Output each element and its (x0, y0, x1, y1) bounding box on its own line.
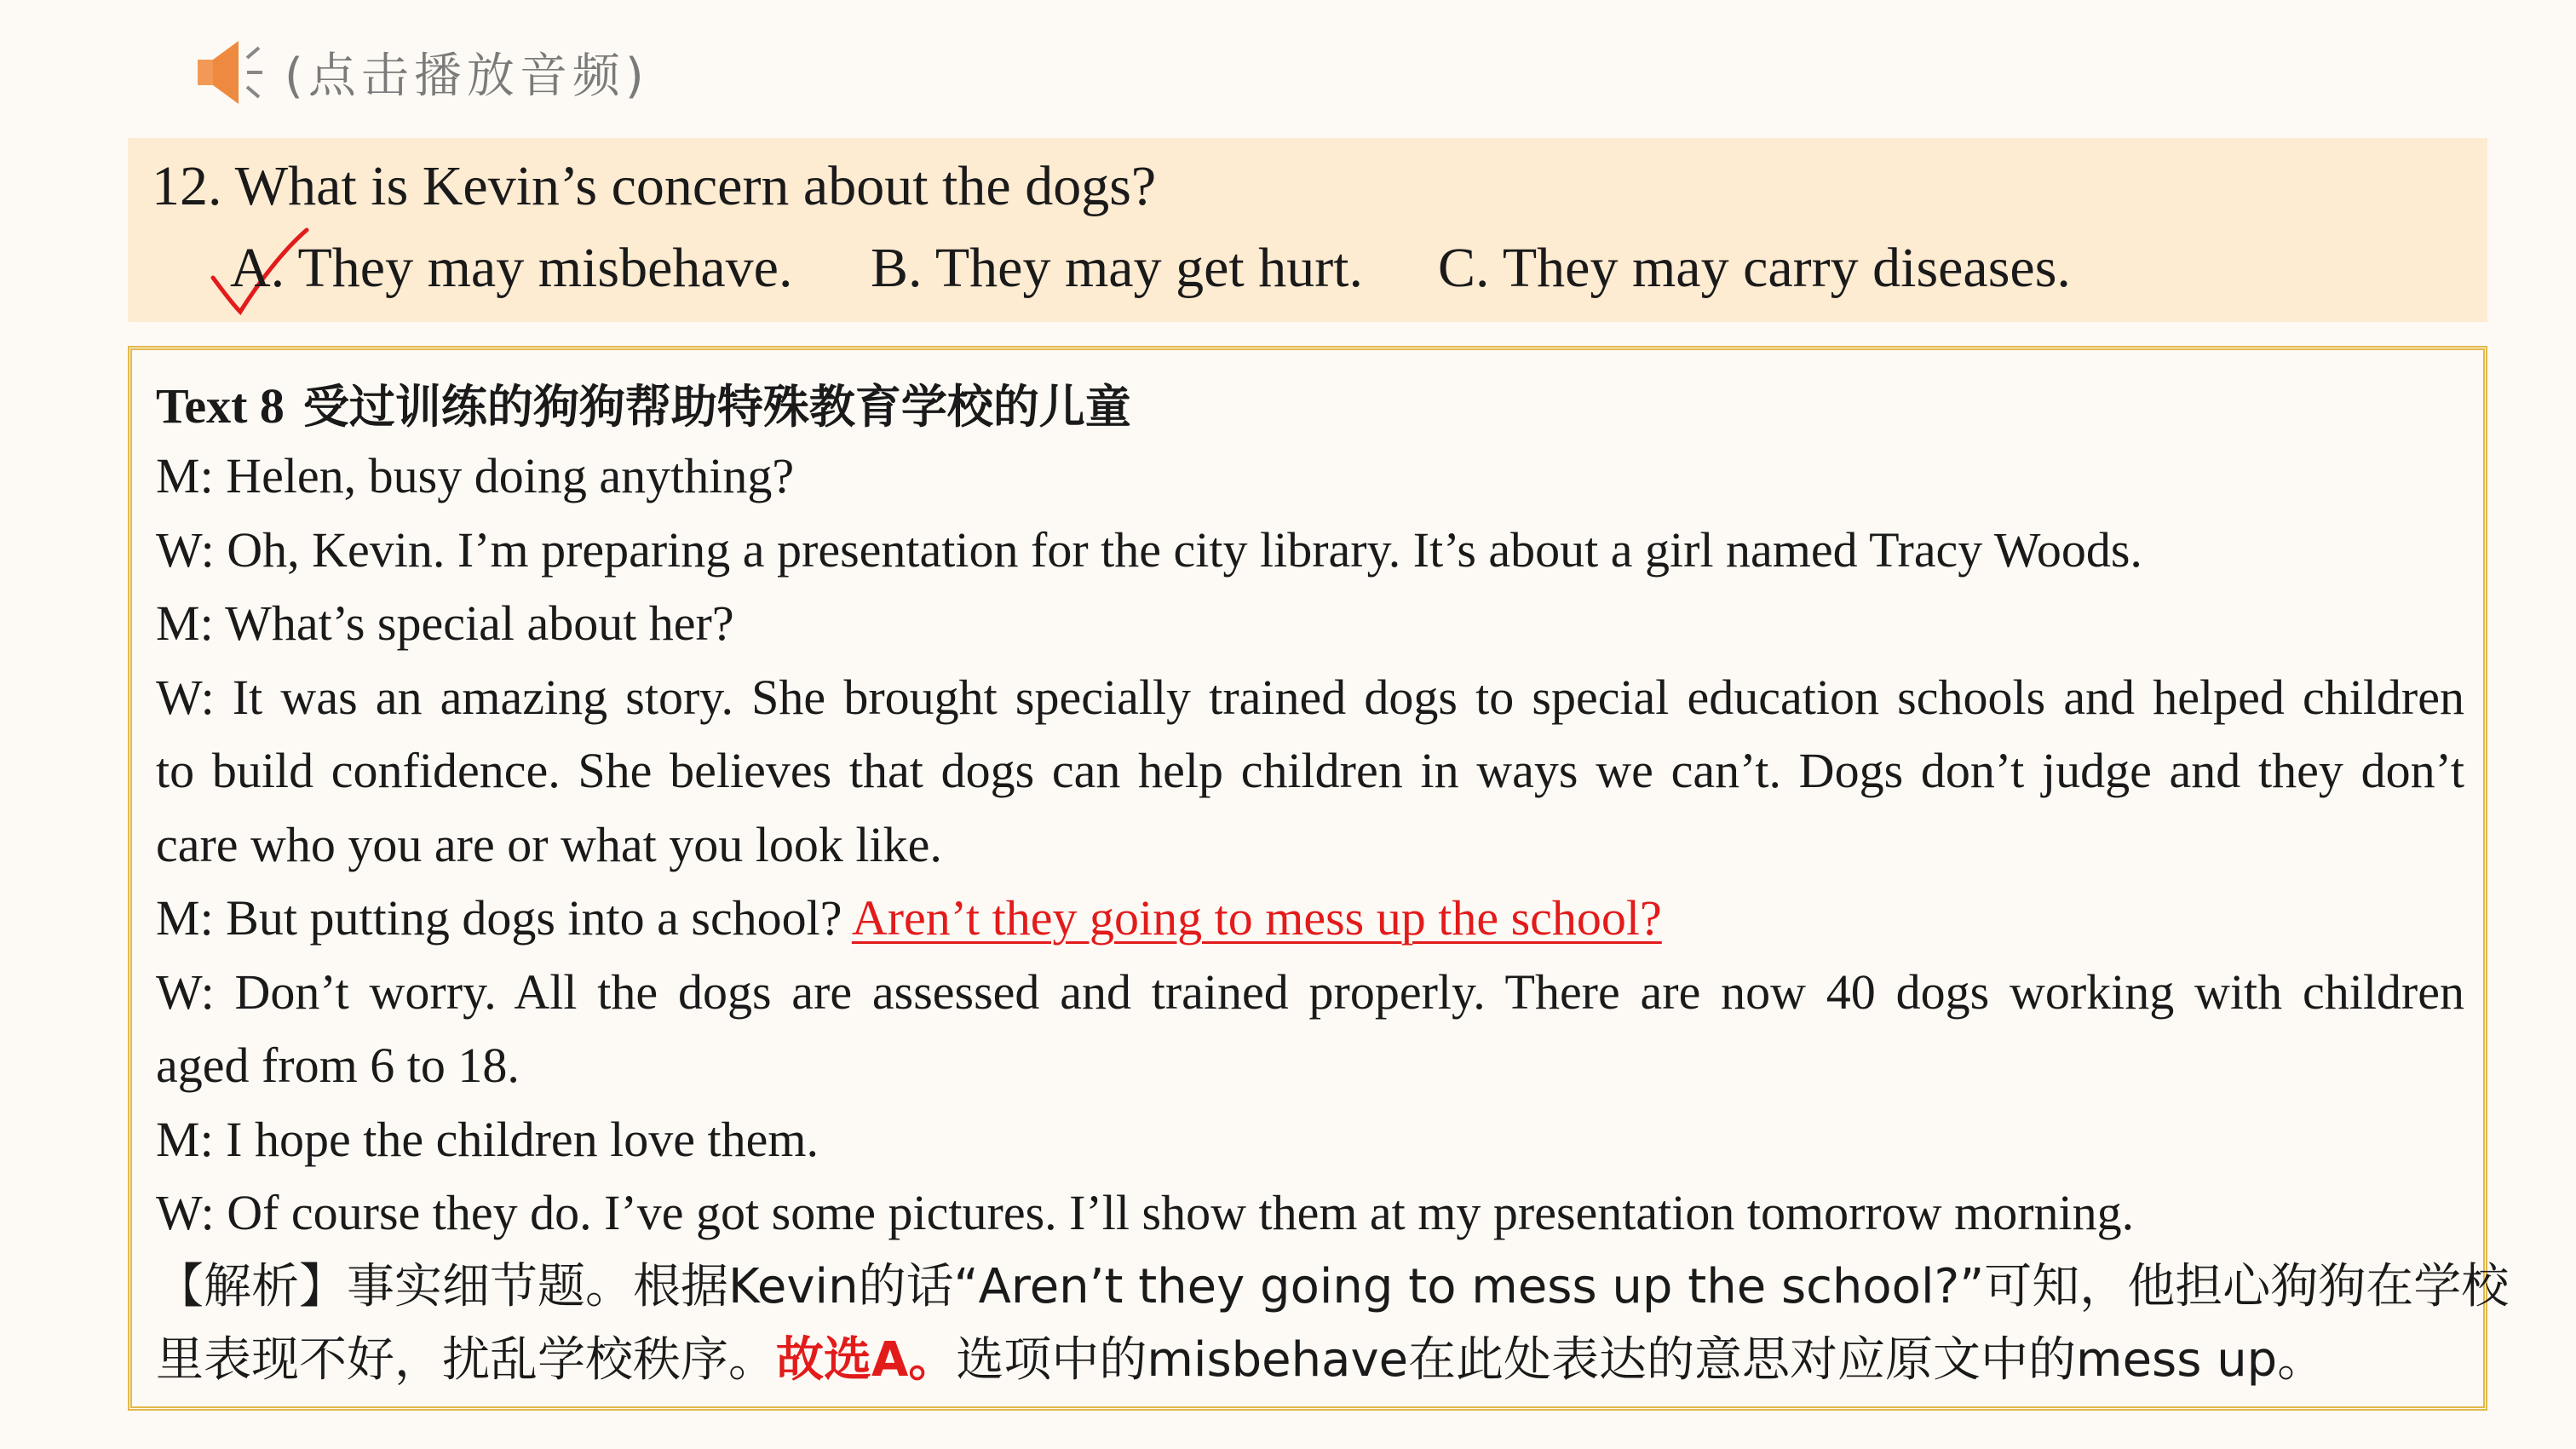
transcript-line: W: Don’t worry. All the dogs are assessed and trained properly. There are now 40 dogs working with children (156, 963, 2464, 1020)
transcript-panel (128, 346, 2510, 1411)
key-transcript-line (156, 882, 2464, 956)
question-text: 12. What is Kevin’s concern about the dogs? (152, 155, 1157, 217)
transcript-line: W: It was an amazing story. She brought specially trained dogs to special education schools and helped children (156, 669, 2464, 725)
analysis-line-2 (156, 1324, 2464, 1398)
transcript-line: M: Helen, busy doing anything? (156, 448, 795, 503)
transcript-line: M: I hope the children love them. (156, 1111, 819, 1167)
play-audio-label[interactable]: (点击播放音频) (285, 49, 649, 104)
analysis-text-start: 里表现不好，扰乱学校秩序。 (156, 1332, 776, 1388)
answer-label: 故选A。 (776, 1332, 957, 1388)
answer-options (128, 237, 2487, 308)
audio-player[interactable] (194, 34, 649, 111)
option-c[interactable]: C. They may carry diseases. (1438, 237, 2071, 299)
transcript-line: M: What’s special about her? (156, 595, 734, 651)
speaker-icon[interactable] (194, 34, 279, 111)
transcript-title-cn: 受过训练的狗狗帮助特殊教育学校的儿童 (302, 380, 1131, 434)
option-a[interactable]: A. They may misbehave. (230, 237, 793, 299)
option-b[interactable]: B. They may get hurt. (871, 237, 1364, 299)
transcript-title-en: Text 8 (156, 378, 285, 434)
transcript-title (156, 374, 2464, 440)
key-line-highlight: Aren’t they going to mess up the school? (851, 890, 1662, 946)
question-panel (128, 138, 2487, 322)
analysis-line-1: 【解析】事实细节题。根据Kevin的话“Aren’t they going to mess up the school?”可知，他担心狗狗在学校 (156, 1258, 2510, 1314)
transcript-line: aged from 6 to 18. (156, 1038, 520, 1093)
transcript-line: to build confidence. She believes that dogs can help children in ways we can’t. Dogs don’t judge and they don’t (156, 743, 2464, 798)
transcript-line: W: Oh, Kevin. I’m preparing a presentation for the city library. It’s about a girl named Tracy Woods. (156, 521, 2142, 578)
analysis-text-end: 选项中的misbehave在此处表达的意思对应原文中的mess up。 (956, 1332, 2326, 1388)
transcript-line: care who you are or what you look like. (156, 816, 942, 872)
key-line-prefix: M: But putting dogs into a school? (156, 890, 852, 946)
transcript-line: W: Of course they do. I’ve got some pictures. I’ll show them at my presentation tomorrow morning. (156, 1185, 2135, 1240)
